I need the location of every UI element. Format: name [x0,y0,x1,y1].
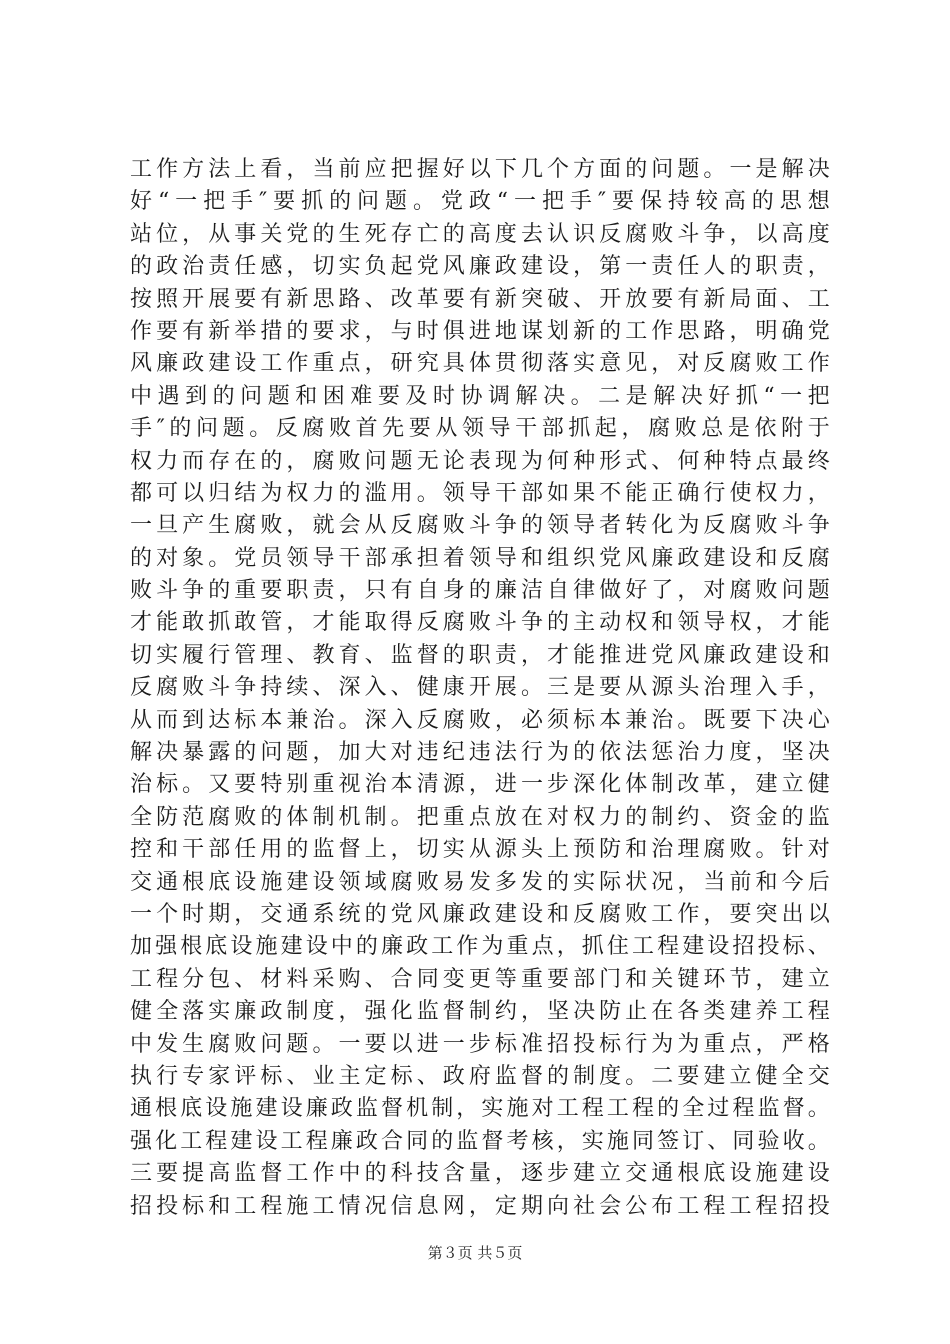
text-line: 权力而存在的，腐败问题无论表现为何种形式、何种特点最终 [130,448,830,474]
text-line: 一个时期，交通系统的党风廉政建设和反腐败工作，要突出以 [130,901,830,927]
text-line: 切实履行管理、教育、监督的职责，才能推进党风廉政建设和 [130,642,830,668]
text-line: 中遇到的问题和困难要及时协调解决。二是解决好抓“一把 [130,383,830,409]
text-line: 从而到达标本兼治。深入反腐败，必须标本兼治。既要下决心 [130,707,830,733]
text-line: 才能敢抓敢管，才能取得反腐败斗争的主动权和领导权，才能 [130,610,830,636]
text-line: 败斗争的重要职责，只有自身的廉洁自律做好了，对腐败问题 [130,578,830,604]
text-line: 手″的问题。反腐败首先要从领导干部抓起，腐败总是依附于 [130,416,830,442]
text-line: 全防范腐败的体制机制。把重点放在对权力的制约、资金的监 [130,804,830,830]
text-line: 强化工程建设工程廉政合同的监督考核，实施同签订、同验收。 [130,1128,830,1154]
text-line: 加强根底设施建设中的廉政工作为重点，抓住工程建设招投标、 [130,934,830,960]
page-footer: 第３页 共５页 [427,1244,523,1262]
text-line: 三要提高监督工作中的科技含量，逐步建立交通根底设施建设 [130,1161,830,1187]
text-line: 站位，从事关党的生死存亡的高度去认识反腐败斗争，以高度 [130,221,830,247]
text-line: 按照开展要有新思路、改革要有新突破、开放要有新局面、工 [130,286,830,312]
text-line: 好“一把手″要抓的问题。党政“一把手″要保持较高的思想 [130,189,830,215]
text-line: 工作方法上看，当前应把握好以下几个方面的问题。一是解决 [130,157,830,182]
body-text [130,154,830,1223]
text-line: 招投标和工程施工情况信息网，定期向社会公布工程工程招投 [130,1193,830,1219]
text-line: 控和干部任用的监督上，切实从源头上预防和治理腐败。针对 [130,837,830,863]
text-line: 解决暴露的问题，加大对违纪违法行为的依法惩治力度，坚决 [130,740,830,766]
text-line: 风廉政建设工作重点，研究具体贯彻落实意见，对反腐败工作 [130,351,830,377]
text-line: 中发生腐败问题。一要以进一步标准招投标行为为重点，严格 [130,1031,830,1057]
text-line: 交通根底设施建设领域腐败易发多发的实际状况，当前和今后 [130,869,830,895]
text-line: 治标。又要特别重视治本清源，进一步深化体制改革，建立健 [130,772,830,798]
text-line: 的对象。党员领导干部承担着领导和组织党风廉政建设和反腐 [130,545,830,571]
text-line: 反腐败斗争持续、深入、健康开展。三是要从源头治理入手， [130,675,830,701]
text-line: 都可以归结为权力的滥用。领导干部如果不能正确行使权力， [130,480,830,506]
text-line: 通根底设施建设廉政监督机制，实施对工程工程的全过程监督。 [130,1096,830,1122]
text-line: 一旦产生腐败，就会从反腐败斗争的领导者转化为反腐败斗争 [130,513,830,539]
text-line: 健全落实廉政制度，强化监督制约，坚决防止在各类建养工程 [130,999,830,1025]
text-line: 执行专家评标、业主定标、政府监督的制度。二要建立健全交 [130,1063,830,1089]
text-line: 工程分包、材料采购、合同变更等重要部门和关键环节，建立 [130,966,830,992]
text-line: 作要有新举措的要求，与时俱进地谋划新的工作思路，明确党 [130,318,830,344]
text-line: 的政治责任感，切实负起党风廉政建设，第一责任人的职责， [130,254,830,280]
